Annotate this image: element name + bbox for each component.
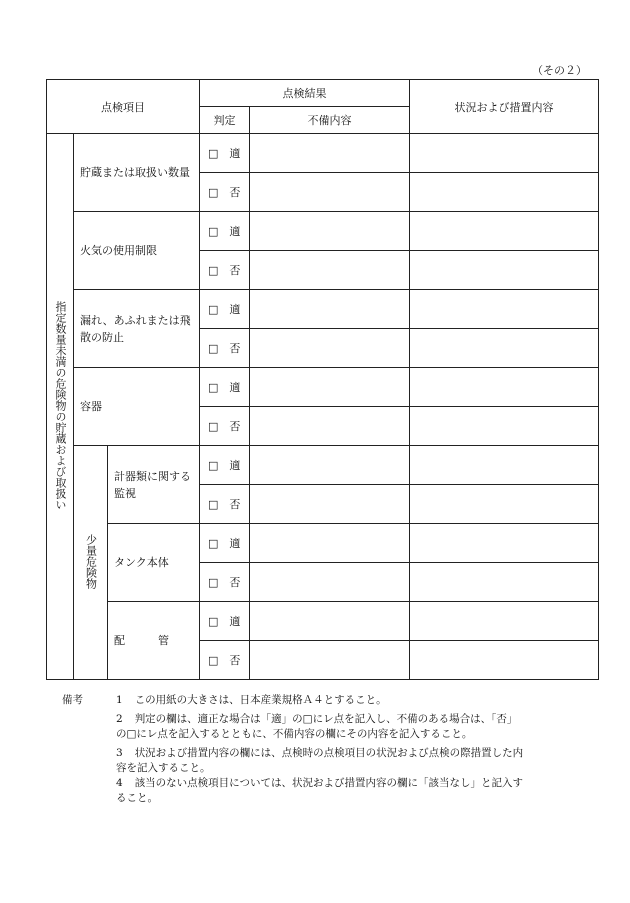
- judge-ng-checkbox[interactable]: □ 否: [200, 329, 250, 368]
- status-field[interactable]: [410, 251, 599, 290]
- judge-ok-checkbox[interactable]: □ 適: [200, 602, 250, 641]
- judge-ng-checkbox[interactable]: □ 否: [200, 173, 250, 212]
- group-label: 指定数量未満の危険物の貯蔵および取扱い: [54, 300, 67, 510]
- item-storage-quantity: 貯蔵または取扱い数量: [74, 134, 200, 212]
- judge-ng-checkbox[interactable]: □ 否: [200, 563, 250, 602]
- defect-field[interactable]: [250, 329, 410, 368]
- status-field[interactable]: [410, 290, 599, 329]
- defect-field[interactable]: [250, 524, 410, 563]
- remark-number: 1: [116, 694, 123, 706]
- status-field[interactable]: [410, 134, 599, 173]
- judge-ok-checkbox[interactable]: □ 適: [200, 368, 250, 407]
- item-piping: 配 管: [108, 602, 200, 680]
- remark-number: 3: [116, 747, 123, 759]
- remark-text-cont: ること。: [116, 792, 158, 804]
- remark-number: 4: [116, 777, 123, 789]
- remark-3: [62, 746, 602, 776]
- judge-ok-checkbox[interactable]: □ 適: [200, 212, 250, 251]
- defect-field[interactable]: [250, 641, 410, 680]
- item-fire-use-restriction: 火気の使用制限: [74, 212, 200, 290]
- remark-number: 2: [116, 713, 123, 725]
- remark-4: [62, 776, 602, 806]
- header-judgement: 判定: [200, 107, 250, 134]
- remark-text-cont: の□にレ点を記入するとともに、不備内容の欄にその内容を記入すること。: [116, 728, 473, 740]
- item-tank-body: タンク本体: [108, 524, 200, 602]
- remark-text: 判定の欄は、適正な場合は「適」の□にレ点を記入し、不備のある場合は、「否」: [134, 713, 518, 725]
- defect-field[interactable]: [250, 563, 410, 602]
- judge-ok-checkbox[interactable]: □ 適: [200, 134, 250, 173]
- header-inspection-result: 点検結果: [200, 80, 410, 107]
- status-field[interactable]: [410, 602, 599, 641]
- remark-2: [62, 712, 602, 742]
- header-defect-content: 不備内容: [250, 107, 410, 134]
- status-field[interactable]: [410, 524, 599, 563]
- status-field[interactable]: [410, 641, 599, 680]
- header-status-measures: 状況および措置内容: [410, 80, 599, 134]
- status-field[interactable]: [410, 173, 599, 212]
- status-field[interactable]: [410, 446, 599, 485]
- status-field[interactable]: [410, 368, 599, 407]
- defect-field[interactable]: [250, 173, 410, 212]
- defect-field[interactable]: [250, 212, 410, 251]
- judge-ok-checkbox[interactable]: □ 適: [200, 290, 250, 329]
- group-label-cell: [47, 134, 74, 680]
- subgroup-label: 少量危険物: [84, 533, 98, 589]
- status-field[interactable]: [410, 212, 599, 251]
- remarks-section: [62, 693, 602, 806]
- inspection-table: [46, 79, 599, 680]
- status-field[interactable]: [410, 485, 599, 524]
- judge-ok-checkbox[interactable]: □ 適: [200, 524, 250, 563]
- defect-field[interactable]: [250, 134, 410, 173]
- defect-field[interactable]: [250, 368, 410, 407]
- subgroup-label-cell: [74, 446, 108, 680]
- remark-text: この用紙の大きさは、日本産業規格Ａ４とすること。: [134, 694, 387, 706]
- status-field[interactable]: [410, 329, 599, 368]
- judge-ng-checkbox[interactable]: □ 否: [200, 407, 250, 446]
- remark-1: [62, 693, 602, 708]
- defect-field[interactable]: [250, 602, 410, 641]
- judge-ok-checkbox[interactable]: □ 適: [200, 446, 250, 485]
- judge-ng-checkbox[interactable]: □ 否: [200, 485, 250, 524]
- page-number-label: （その２）: [532, 64, 587, 77]
- defect-field[interactable]: [250, 251, 410, 290]
- item-container: 容器: [74, 368, 200, 446]
- judge-ng-checkbox[interactable]: □ 否: [200, 251, 250, 290]
- judge-ng-checkbox[interactable]: □ 否: [200, 641, 250, 680]
- remarks-label: 備考: [62, 694, 83, 706]
- header-inspection-item: 点検項目: [47, 80, 200, 134]
- defect-field[interactable]: [250, 290, 410, 329]
- item-leak-overflow-prevention: 漏れ、あふれまたは飛散の防止: [74, 290, 200, 368]
- status-field[interactable]: [410, 563, 599, 602]
- defect-field[interactable]: [250, 407, 410, 446]
- defect-field[interactable]: [250, 446, 410, 485]
- remark-text: 該当のない点検項目については、状況および措置内容の欄に「該当なし」と記入す: [134, 777, 523, 789]
- defect-field[interactable]: [250, 485, 410, 524]
- item-instrument-monitoring: 計器類に関する監視: [108, 446, 200, 524]
- remark-text-cont: 容を記入すること。: [116, 762, 211, 774]
- status-field[interactable]: [410, 407, 599, 446]
- remark-text: 状況および措置内容の欄には、点検時の点検項目の状況および点検の際措置した内: [134, 747, 524, 759]
